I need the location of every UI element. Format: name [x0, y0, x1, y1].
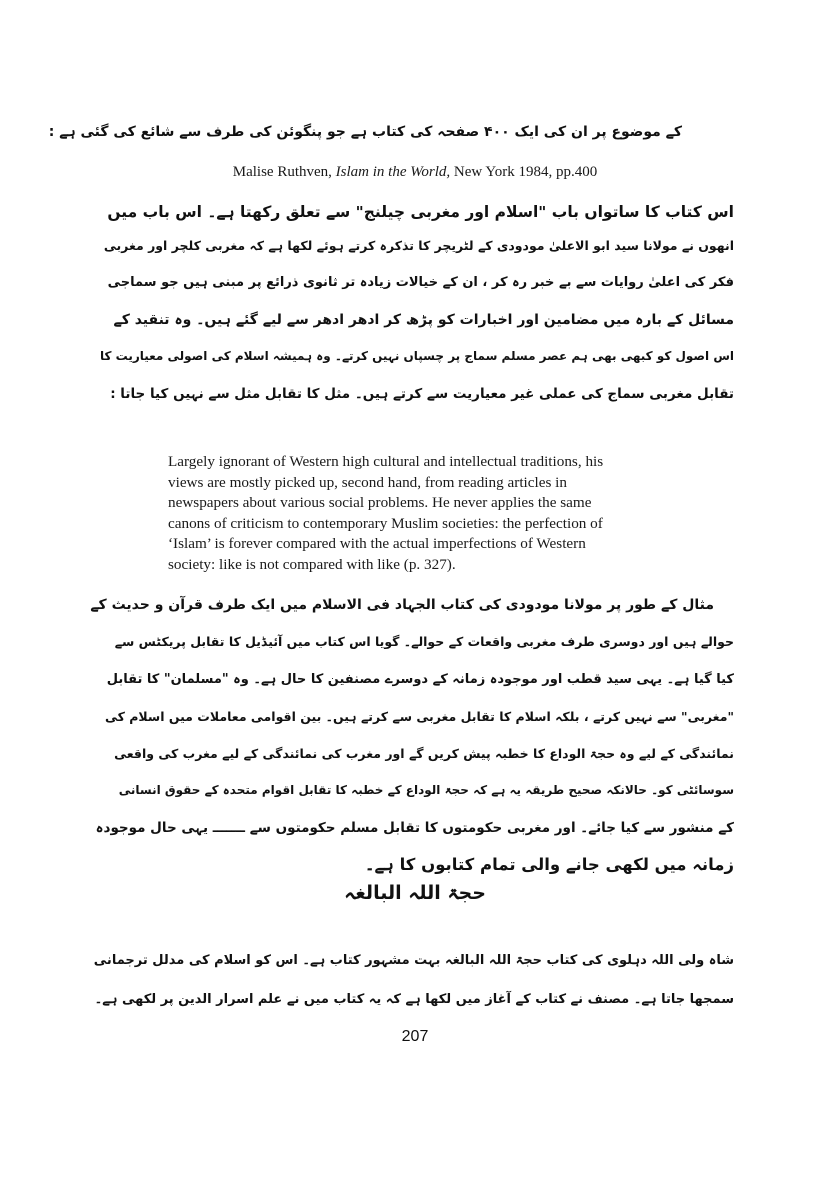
quote-line: views are mostly picked up, second hand, from reading articles in — [168, 473, 567, 491]
quote-line: newspapers about various social problems. He never applies the same — [168, 494, 592, 511]
paragraph-line: مثال کے طور پر مولانا مودودی کی کتاب الجہاد فی الاسلام میں ایک طرف قرآن و حدیث کے — [90, 597, 714, 613]
paragraph-line: تقابل مغربی سماج کی عملی غیر معیاریت سے کرتے ہیں۔ مثل کا تقابل مثل سے نہیں کیا جاتا : — [110, 386, 734, 402]
intro-line: کے موضوع پر ان کی ایک ۴۰۰ صفحہ کی کتاب ہے جو پنگوئن کی طرف سے شائع کی گئی ہے : — [48, 124, 682, 140]
paragraph-line: انھوں نے مولانا سید ابو الاعلیٰ مودودی کے لٹریچر کا تذکرہ کرتے ہوئے لکھا ہے کہ مغربی کلچر اور مغربی — [103, 238, 734, 253]
paragraph-line: مسائل کے بارہ میں مضامین اور اخبارات کو پڑھ کر ادھر ادھر سے لیے گئے ہیں۔ وہ تنقید کے — [113, 312, 734, 328]
quote-line: ‘Islam’ is forever compared with the actual imperfections of Western — [168, 535, 586, 552]
page-number: 207 — [401, 1028, 429, 1045]
quote-line: canons of criticism to contemporary Muslim societies: the perfection of — [168, 514, 603, 532]
paragraph-line: سوسائٹی کو۔ حالانکہ صحیح طریقہ یہ ہے کہ حجۃ الوداع کے خطبہ کا تقابل اقوام متحدہ کے حقوق انسانی — [118, 783, 734, 797]
citation — [0, 164, 830, 181]
citation-author: Malise Ruthven, — [232, 164, 332, 180]
citation-rest: New York 1984, pp.400 — [453, 164, 598, 180]
paragraph-line: اس اصول کو کبھی بھی ہم عصر مسلم سماج پر چسپاں نہیں کرتے۔ وہ ہمیشہ اسلام کی اصولی معیاریت کا — [99, 349, 734, 363]
paragraph-line: اس کتاب کا ساتواں باب "اسلام اور مغربی چیلنج" سے تعلق رکھتا ہے۔ اس باب میں — [107, 203, 734, 221]
citation-title: Islam in the World, — [335, 164, 451, 180]
paragraph-line: "مغربی" سے نہیں کرتے ، بلکہ اسلام کا تقابل مغربی سے کرتے ہیں۔ بین اقوامی معاملات میں اسلام کی — [104, 709, 734, 724]
paragraph-line: فکر کی اعلیٰ روایات سے بے خبر رہ کر ، ان کے خیالات زیادہ تر ثانوی ذرائع پر مبنی ہیں جو سماجی — [107, 275, 734, 290]
paragraph-line: کیا گیا ہے۔ یہی سید قطب اور موجودہ زمانہ کے دوسرے مصنفین کا حال ہے۔ وہ "مسلمان" کا تقابل — [106, 672, 734, 687]
english-quote — [168, 452, 668, 575]
paragraph-line: نمائندگی کے لیے وہ حجۃ الوداع کا خطبہ پیش کریں گے اور مغرب کی نمائندگی کے لیے مغرب کی واقعی — [114, 746, 734, 761]
quote-line: society: like is not compared with like (p. 327). — [168, 555, 456, 573]
section-heading: حجۃ اللہ البالغہ — [344, 882, 486, 904]
quote-line: Largely ignorant of Western high cultural and intellectual traditions, his — [168, 453, 604, 470]
paragraph-line: زمانہ میں لکھی جانے والی تمام کتابوں کا ہے۔ — [364, 855, 734, 874]
paragraph-line: سمجھا جاتا ہے۔ مصنف نے کتاب کے آغاز میں لکھا ہے کہ یہ کتاب میں نے علم اسرار الدین پر لکھی ہے۔ — [94, 992, 734, 1007]
paragraph-line: کے منشور سے کیا جائے۔ اور مغربی حکومتوں کا تقابل مسلم حکومتوں سے ـــــــ یہی حال موجودہ — [95, 820, 734, 836]
paragraph-line: شاہ ولی اللہ دہلوی کی کتاب حجۃ اللہ البالغہ بہت مشہور کتاب ہے۔ اس کو اسلام کی مدلل ترجمانی — [93, 953, 734, 968]
paragraph-line: حوالے ہیں اور دوسری طرف مغربی واقعات کے حوالے۔ گویا اس کتاب میں آئیڈیل کا تقابل پریکٹس سے — [114, 634, 734, 649]
